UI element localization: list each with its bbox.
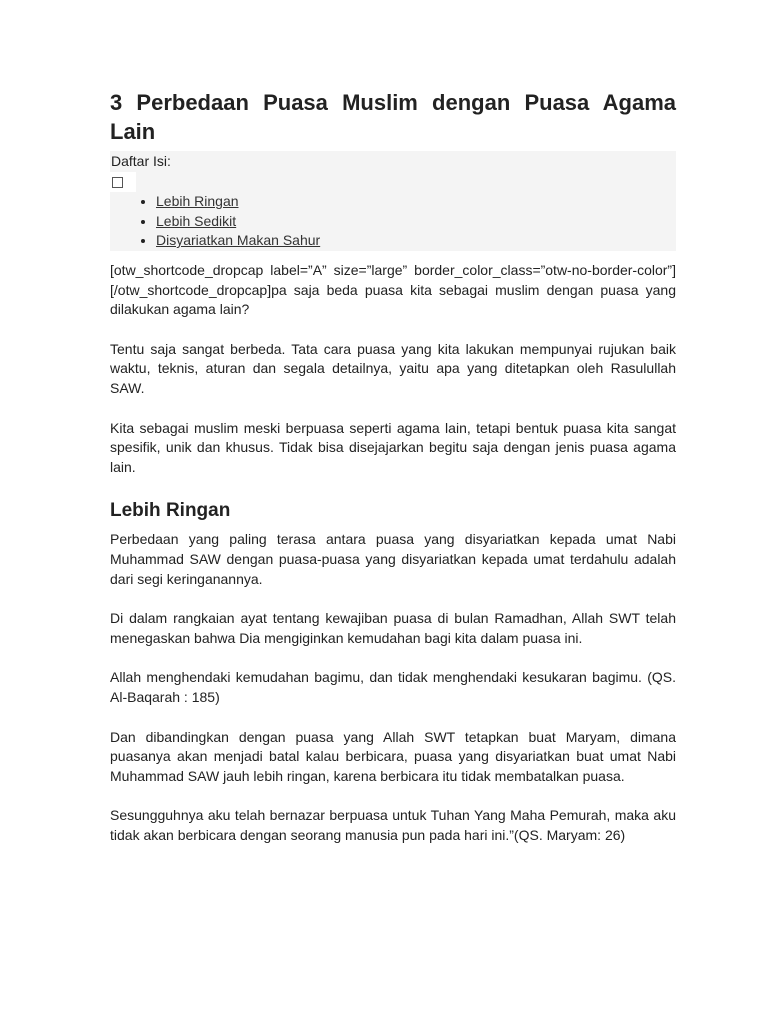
section-body <box>110 530 676 845</box>
toc-list-item <box>156 192 320 212</box>
section-paragraph: Dan dibandingkan dengan puasa yang Allah SWT tetapkan buat Maryam, dimana puasanya akan menjadi batal kalau berbicara, puasa yang disyariatkan buat umat Nabi Muhammad SAW jauh lebih ringan, karena berbicara itu tidak membatalkan puasa. <box>110 728 676 784</box>
toc-list-item <box>156 231 320 251</box>
toc-link-disyariatkan-makan-sahur[interactable]: Disyariatkan Makan Sahur <box>156 232 321 248</box>
article-title: 3 Perbedaan Puasa Muslim dengan Puasa Agama Lain <box>110 90 676 144</box>
article <box>110 88 676 865</box>
toc-link-lebih-ringan[interactable]: Lebih Ringan <box>156 193 239 209</box>
intro-paragraph: Kita sebagai muslim meski berpuasa seperti agama lain, tetapi bentuk puasa kita sangat spesifik, unik dan khusus. Tidak bisa disejajarkan begitu saja dengan jenis puasa agama lain. <box>110 419 676 475</box>
section-paragraph: Di dalam rangkaian ayat tentang kewajiban puasa di bulan Ramadhan, Allah SWT telah menegaskan bahwa Dia mengiginkan kemudahan bagi kita dalam puasa ini. <box>110 610 676 646</box>
toc-list-item <box>156 212 320 232</box>
checkbox-square-icon <box>112 177 123 188</box>
table-of-contents <box>110 151 676 251</box>
section-heading-lebih-ringan: Lebih Ringan <box>110 500 231 522</box>
toc-list <box>110 192 320 251</box>
toc-label: Daftar Isi: <box>111 153 171 169</box>
toc-toggle-button[interactable] <box>110 172 136 192</box>
quote-paragraph: Allah menghendaki kemudahan bagimu, dan tidak menghendaki kesukaran bagimu. (QS. Al-Baqarah : 185) <box>110 669 676 705</box>
toc-link-lebih-sedikit[interactable]: Lebih Sedikit <box>156 212 237 229</box>
intro-paragraph: Tentu saja sangat berbeda. Tata cara puasa yang kita lakukan mempunyai rujukan baik waktu, teknis, aturan dan segala detailnya, yaitu apa yang ditetapkan oleh Rasulullah SAW. <box>110 340 676 396</box>
quote-paragraph: Sesungguhnya aku telah bernazar berpuasa untuk Tuhan Yang Maha Pemurah, maka aku tidak akan berbicara dengan seorang manusia pun pada hari ini.”(QS. Maryam: 26) <box>110 807 676 843</box>
intro-section <box>110 261 676 477</box>
section-paragraph: Perbedaan yang paling terasa antara puasa yang disyariatkan kepada umat Nabi Muhammad SAW dengan puasa-puasa yang disyariatkan kepada umat terdahulu adalah dari segi keringanannya. <box>110 531 676 587</box>
intro-paragraph: [otw_shortcode_dropcap label=”A” size=”large” border_color_class=”otw-no-border-color”][/otw_shortcode_dropcap]pa saja beda puasa kita sebagai muslim dengan puasa yang dilakukan agama lain? <box>110 262 676 318</box>
